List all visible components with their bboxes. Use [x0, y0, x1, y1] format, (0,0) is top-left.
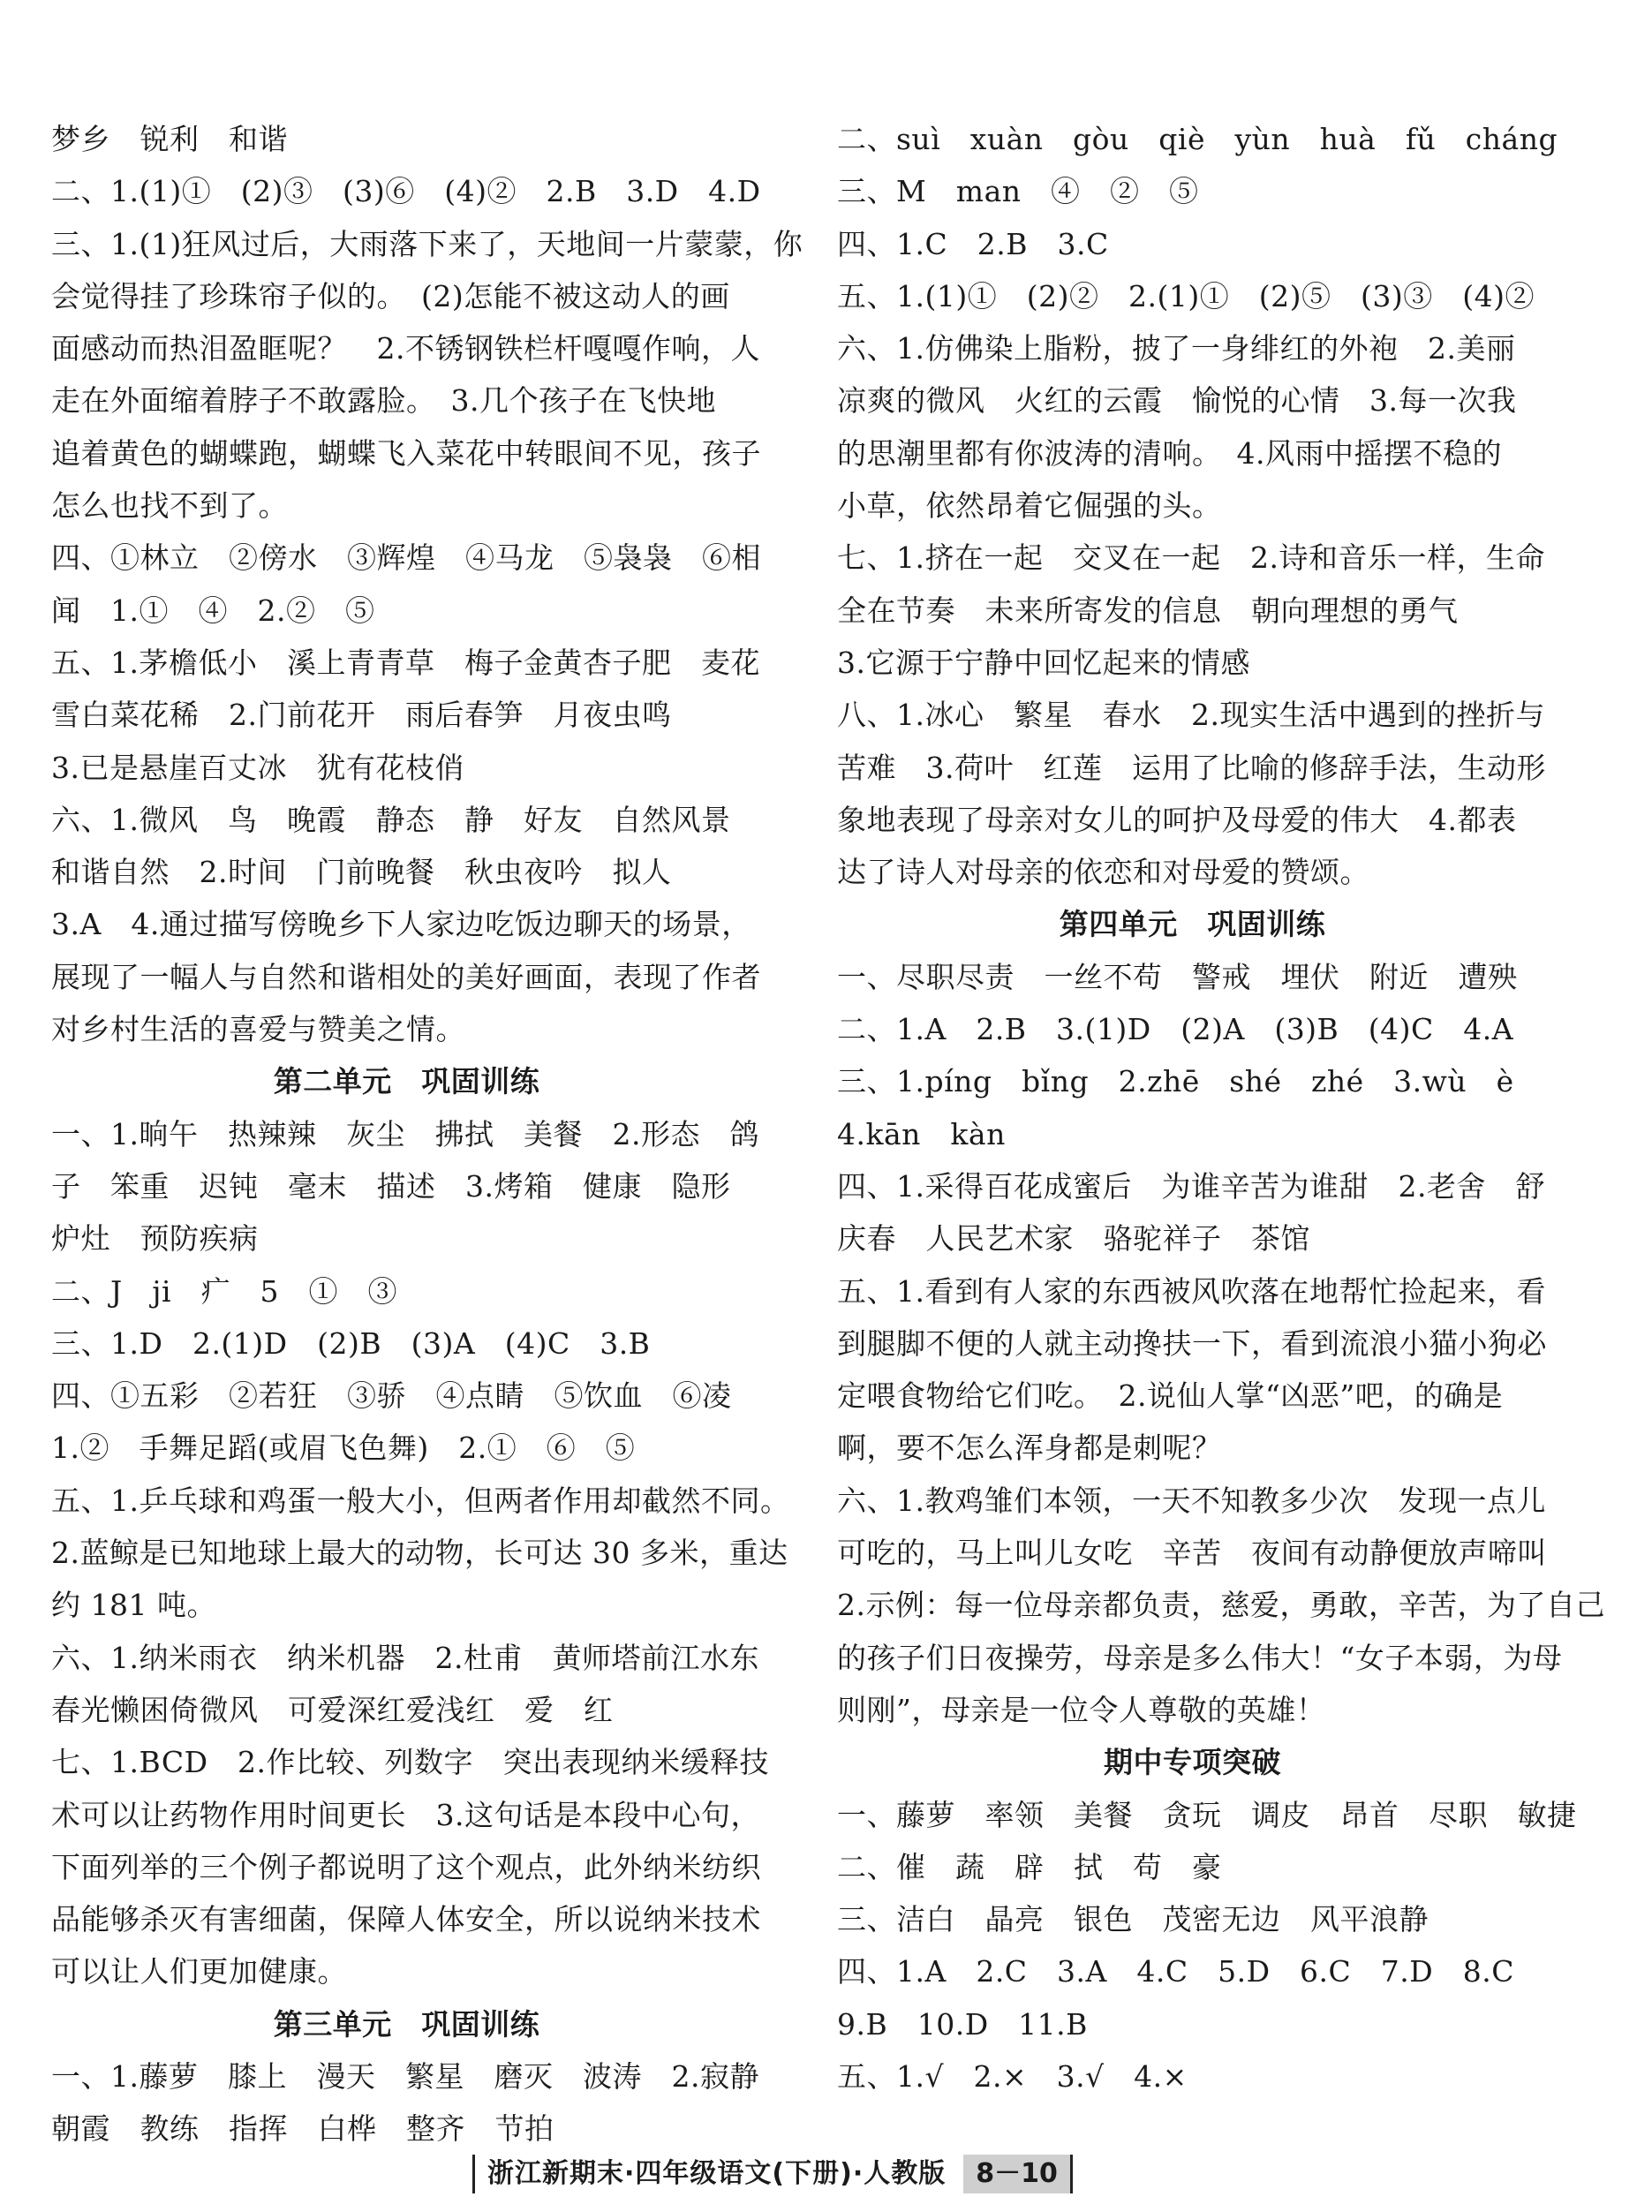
- answer-line: 凉爽的微风 火红的云霞 愉悦的心情 3.每一次我: [837, 383, 1517, 419]
- answer-line: 可吃的，马上叫儿女吃 辛苦 夜间有动静便放声啼叫: [837, 1536, 1547, 1571]
- answer-line: 2.示例：每一位母亲都负责，慈爱，勇敢，辛苦，为了自己: [837, 1588, 1605, 1623]
- answer-line: 七、1.挤在一起 交叉在一起 2.诗和音乐一样，生命: [837, 540, 1545, 576]
- answer-line: 术可以让药物作用时间更长 3.这句话是本段中心句，: [51, 1797, 760, 1832]
- section-heading: 期中专项突破: [1104, 1745, 1281, 1780]
- answer-line: 可以让人们更加健康。: [51, 1954, 347, 1989]
- answer-line: 则刚”，母亲是一位令人尊敬的英雄！: [837, 1692, 1326, 1727]
- section-heading: 第二单元 巩固训练: [273, 1064, 540, 1099]
- answer-line: 六、1.教鸡雏们本领，一天不知教多少次 发现一点儿: [837, 1483, 1546, 1518]
- answer-line: 象地表现了母亲对女儿的呵护及母爱的伟大 4.都表: [837, 802, 1517, 837]
- answer-line: 雪白菜花稀 2.门前花开 雨后春笋 月夜虫鸣: [51, 698, 672, 733]
- answer-line: 一、藤萝 率领 美餐 贪玩 调皮 昂首 尽职 敏捷: [837, 1797, 1577, 1832]
- answer-line: 到腿脚不便的人就主动搀扶一下，看到流浪小猫小狗必: [837, 1325, 1547, 1361]
- answer-line: 下面列举的三个例子都说明了这个观点，此外纳米纺织: [51, 1849, 761, 1884]
- answer-line: 七、1.BCD 2.作比较、列数字 突出表现纳米缓释技: [51, 1745, 770, 1780]
- answer-line: 六、1.微风 鸟 晚霞 静态 静 好友 自然风景: [51, 802, 731, 837]
- section-heading: 第三单元 巩固训练: [273, 2006, 540, 2042]
- answer-line: 约 181 吨。: [51, 1588, 216, 1623]
- answer-line: 五、1.乒乓球和鸡蛋一般大小，但两者作用却截然不同。: [51, 1483, 790, 1518]
- left-column: [51, 113, 803, 2155]
- answer-line: 梦乡 锐利 和谐: [51, 122, 288, 156]
- answer-line: 定喂食物给它们吃。 2.说仙人掌“凶恶”吧，的确是: [837, 1378, 1504, 1414]
- answer-line: 2.蓝鲸是已知地球上最大的动物，长可达 30 多米，重达: [51, 1536, 788, 1571]
- answer-line: 四、1.A 2.C 3.A 4.C 5.D 6.C 7.D 8.C: [837, 1954, 1514, 1989]
- answer-line: 小草，依然昂着它倔强的头。: [837, 488, 1222, 524]
- answer-line: 四、1.采得百花成蜜后 为谁辛苦为谁甜 2.老舍 舒: [837, 1168, 1545, 1204]
- answer-line: 的思潮里都有你波涛的清响。 4.风雨中摇摆不稳的: [837, 435, 1502, 471]
- answer-line: 五、1.(1)① (2)② 2.(1)① (2)⑤ (3)③ (4)②: [837, 278, 1535, 313]
- answer-line: 品能够杀灭有害细菌，保障人体安全，所以说纳米技术: [51, 1902, 761, 1937]
- answer-line: 二、催 蔬 辟 拭 苟 豪: [837, 1849, 1222, 1884]
- answer-line: 四、1.C 2.B 3.C: [837, 226, 1109, 261]
- answer-line: 子 笨重 迟钝 毫末 描述 3.烤箱 健康 隐形: [51, 1168, 731, 1204]
- right-column: [837, 113, 1605, 2103]
- page-number: 8－10: [963, 2155, 1073, 2193]
- answer-line: 三、M man ④ ② ⑤: [837, 174, 1199, 209]
- answer-line: 炉灶 预防疾病: [51, 1221, 259, 1257]
- answer-line: 庆春 人民艺术家 骆驼祥子 茶馆: [837, 1221, 1310, 1257]
- answer-line: 二、suì xuàn gòu qiè yùn huà fǔ cháng: [837, 122, 1558, 156]
- answer-line: 二、1.A 2.B 3.(1)D (2)A (3)B (4)C 4.A: [837, 1012, 1514, 1047]
- answer-line: 4.kān kàn: [837, 1116, 1006, 1151]
- answer-line: 一、1.藤萝 膝上 漫天 繁星 磨灭 波涛 2.寂静: [51, 2058, 759, 2094]
- answer-line: 三、洁白 晶亮 银色 茂密无边 风平浪静: [837, 1902, 1429, 1937]
- page-footer: [472, 2155, 1108, 2193]
- answer-line: 苦难 3.荷叶 红莲 运用了比喻的修辞手法，生动形: [837, 750, 1546, 785]
- answer-line: 闻 1.① ④ 2.② ⑤: [51, 593, 375, 628]
- answer-line: 六、1.仿佛染上脂粉，披了一身绯红的外袍 2.美丽: [837, 331, 1516, 366]
- answer-line: 五、1.看到有人家的东西被风吹落在地帮忙捡起来，看: [837, 1273, 1546, 1309]
- answer-line: 走在外面缩着脖子不敢露脸。 3.几个孩子在飞快地: [51, 383, 716, 419]
- answer-line: 六、1.纳米雨衣 纳米机器 2.杜甫 黄师塔前江水东: [51, 1640, 759, 1675]
- answer-line: 对乡村生活的喜爱与赞美之情。: [51, 1012, 465, 1047]
- answer-line: 9.B 10.D 11.B: [837, 2006, 1088, 2042]
- answer-line: 朝霞 教练 指挥 白桦 整齐 节拍: [51, 2111, 554, 2147]
- answer-line: 一、尽职尽责 一丝不苟 警戒 埋伏 附近 遭殃: [837, 959, 1518, 994]
- answer-line: 追着黄色的蝴蝶跑，蝴蝶飞入菜花中转眼间不见，孩子: [51, 435, 761, 471]
- answer-line: 四、①林立 ②傍水 ③辉煌 ④马龙 ⑤袅袅 ⑥相: [51, 540, 761, 576]
- answer-line: 啊，要不怎么浑身都是刺呢？: [837, 1431, 1222, 1466]
- answer-line: 3.A 4.通过描写傍晚乡下人家边吃饭边聊天的场景，: [51, 907, 751, 942]
- answer-line: 3.它源于宁静中回忆起来的情感: [837, 645, 1250, 680]
- answer-line: 春光懒困倚微风 可爱深红爱浅红 爱 红: [51, 1692, 614, 1727]
- answer-line: 八、1.冰心 繁星 春水 2.现实生活中遇到的挫折与: [837, 698, 1545, 733]
- answer-line: 三、1.píng bǐng 2.zhē shé zhé 3.wù è: [837, 1064, 1514, 1099]
- answer-line: 二、J ji 疒 5 ① ③: [51, 1273, 398, 1309]
- footer-brand: 浙江新期末·四年级语文(下册)·人教版: [472, 2155, 958, 2193]
- section-heading: 第四单元 巩固训练: [1059, 907, 1326, 942]
- answer-line: 展现了一幅人与自然和谐相处的美好画面，表现了作者: [51, 959, 761, 994]
- answer-line: 五、1.√ 2.× 3.√ 4.×: [837, 2058, 1188, 2094]
- answer-line: 二、1.(1)① (2)③ (3)⑥ (4)② 2.B 3.D 4.D: [51, 174, 761, 209]
- answer-line: 三、1.D 2.(1)D (2)B (3)A (4)C 3.B: [51, 1325, 651, 1361]
- answer-line: 会觉得挂了珍珠帘子似的。 (2)怎能不被这动人的画: [51, 278, 730, 313]
- answer-line: 怎么也找不到了。: [51, 488, 288, 524]
- answer-line: 3.已是悬崖百丈冰 犹有花枝俏: [51, 750, 464, 785]
- answer-line: 三、1.(1)狂风过后，大雨落下来了，天地间一片蒙蒙，你: [51, 226, 803, 261]
- answer-line: 面感动而热泪盈眶呢？ 2.不锈钢铁栏杆嘎嘎作响，人: [51, 331, 760, 366]
- answer-line: 一、1.晌午 热辣辣 灰尘 拂拭 美餐 2.形态 鸽: [51, 1116, 759, 1151]
- answer-line: 的孩子们日夜操劳，母亲是多么伟大！“女子本弱，为母: [837, 1640, 1563, 1675]
- answer-line: 1.② 手舞足蹈(或眉飞色舞) 2.① ⑥ ⑤: [51, 1431, 636, 1466]
- answer-line: 五、1.茅檐低小 溪上青青草 梅子金黄杏子肥 麦花: [51, 645, 760, 680]
- answer-line: 和谐自然 2.时间 门前晚餐 秋虫夜吟 拟人: [51, 855, 672, 890]
- answer-line: 四、①五彩 ②若狂 ③骄 ④点睛 ⑤饮血 ⑥凌: [51, 1378, 732, 1414]
- answer-line: 全在节奏 未来所寄发的信息 朝向理想的勇气: [837, 593, 1459, 628]
- answer-line: 达了诗人对母亲的依恋和对母爱的赞颂。: [837, 855, 1369, 890]
